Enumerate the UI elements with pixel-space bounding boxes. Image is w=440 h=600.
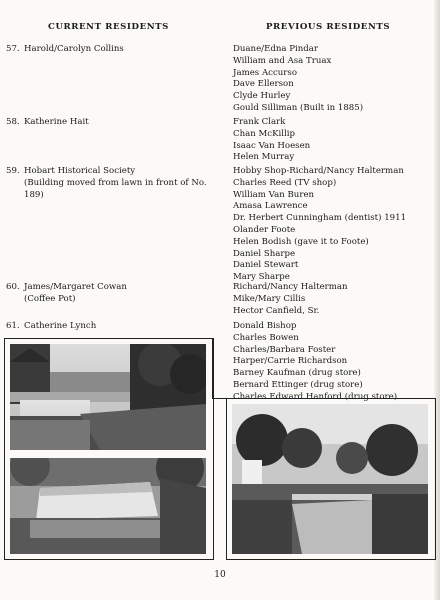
entry-57-previous-list xyxy=(233,44,433,115)
previous-resident: Gould Silliman (Built in 1885) xyxy=(233,102,364,113)
entry-59-previous-list xyxy=(233,166,433,284)
previous-resident: Harper/Carrie Richardson xyxy=(233,356,348,367)
current-resident: Catherine Lynch xyxy=(24,321,97,331)
previous-resident: Daniel Sharpe xyxy=(233,248,296,259)
entry-59-current xyxy=(6,166,216,201)
entry-number: 59. xyxy=(6,166,20,176)
frame-divider xyxy=(212,338,213,398)
photo-waterfall xyxy=(10,458,206,554)
previous-resident: William Van Buren xyxy=(233,189,315,200)
current-resident-note: (Coffee Pot) xyxy=(24,293,76,304)
previous-resident: Olander Foote xyxy=(233,224,296,235)
previous-resident: Helen Murray xyxy=(233,152,295,163)
entry-60-previous-list xyxy=(233,282,433,317)
previous-resident: Charles Edward Hanford (drug store) xyxy=(233,391,398,402)
photo-dam-with-buildings xyxy=(10,344,206,450)
current-resident: Katherine Hait xyxy=(24,117,89,127)
previous-resident: Charles/Barbara Foster xyxy=(233,344,336,355)
previous-resident: James Accurso xyxy=(233,67,298,78)
previous-resident: Charles Bowen xyxy=(233,332,299,343)
current-resident: Harold/Carolyn Collins xyxy=(24,44,124,54)
entry-58-previous-list xyxy=(233,117,433,164)
previous-residents-header: PREVIOUS RESIDENTS xyxy=(266,22,391,32)
entry-number: 60. xyxy=(6,282,20,292)
previous-resident: Amasa Lawrence xyxy=(233,201,308,212)
photo-river-bridge xyxy=(232,404,428,554)
previous-resident: Dave Ellerson xyxy=(233,79,294,90)
entry-60-current xyxy=(6,282,216,306)
entry-61-previous-list xyxy=(233,321,433,404)
previous-resident: Bernard Ettinger (drug store) xyxy=(233,379,363,390)
frame-divider xyxy=(212,398,226,399)
current-residents-header: CURRENT RESIDENTS xyxy=(48,22,169,32)
previous-resident: William and Asa Truax xyxy=(233,55,332,66)
entry-57-current xyxy=(6,44,216,56)
page-number: 10 xyxy=(214,570,226,580)
previous-resident: Mike/Mary Cillis xyxy=(233,293,306,304)
previous-resident: Frank Clark xyxy=(233,117,286,127)
entry-number: 61. xyxy=(6,321,20,331)
current-resident-note: (Building moved from lawn in front of No. 189) xyxy=(24,177,207,200)
entry-58-current xyxy=(6,117,216,129)
previous-resident: Daniel Stewart xyxy=(233,260,299,271)
previous-resident: Clyde Hurley xyxy=(233,91,291,102)
previous-resident: Chan McKillip xyxy=(233,128,296,139)
entry-61-current xyxy=(6,321,216,333)
previous-resident: Hector Canfield, Sr. xyxy=(233,305,320,316)
previous-resident: Duane/Edna Pindar xyxy=(233,44,319,54)
previous-resident: Donald Bishop xyxy=(233,321,297,331)
current-resident: Hobart Historical Society xyxy=(24,166,136,176)
previous-resident: Isaac Van Hoesen xyxy=(233,140,311,151)
current-resident: James/Margaret Cowan xyxy=(24,282,127,292)
previous-resident: Dr. Herbert Cunningham (dentist) 1911 xyxy=(233,213,407,224)
previous-resident: Hobby Shop-Richard/Nancy Halterman xyxy=(233,166,404,176)
previous-resident: Mary Sharpe xyxy=(233,272,290,283)
previous-resident: Richard/Nancy Halterman xyxy=(233,282,348,292)
entry-number: 57. xyxy=(6,44,20,54)
previous-resident: Charles Reed (TV shop) xyxy=(233,177,337,188)
previous-resident: Barney Kaufman (drug store) xyxy=(233,368,361,379)
entry-number: 58. xyxy=(6,117,20,127)
previous-resident: Helen Bodish (gave it to Foote) xyxy=(233,236,369,247)
